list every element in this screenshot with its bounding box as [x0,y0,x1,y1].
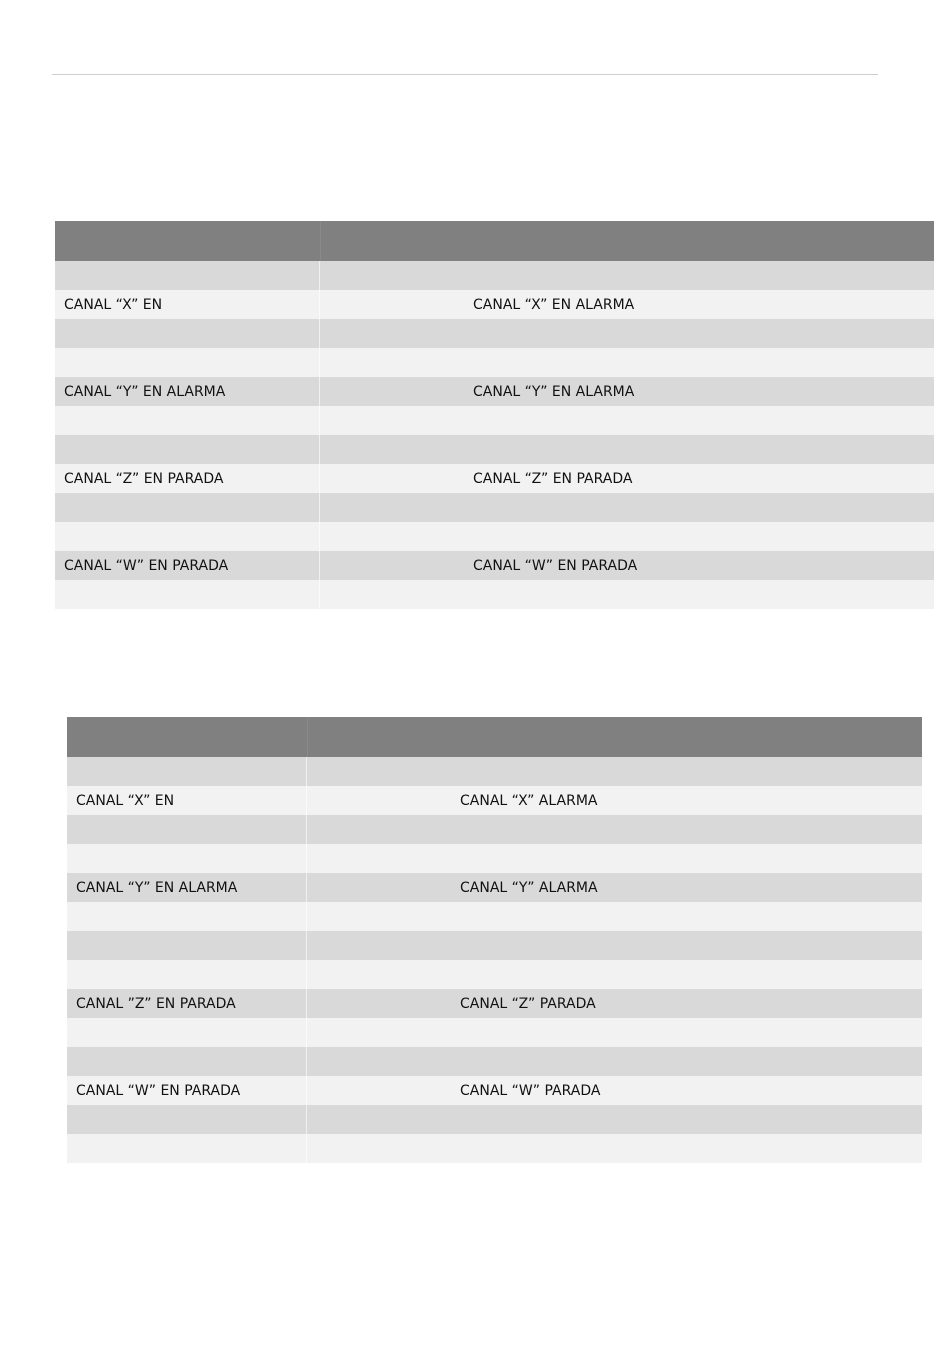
table-row [55,406,934,435]
cell-right [307,960,922,989]
table-row [67,1047,922,1076]
table-row [67,1105,922,1134]
table-row [67,1018,922,1047]
cell-left [55,406,320,435]
cell-left [67,815,307,844]
cell-right [320,406,934,435]
cell-right [320,493,934,522]
cell-left [67,902,307,931]
top-divider [52,74,878,75]
table-row [55,319,934,348]
cell-left [55,348,320,377]
cell-right: CANAL “X” EN ALARMA [473,296,635,313]
header-cell-left [67,717,308,757]
cell-right [307,1018,922,1047]
cell-left: CANAL “X” EN [67,786,307,815]
cell-right [320,522,934,551]
table-row [55,522,934,551]
table-row [67,902,922,931]
channel-table-2 [67,717,922,1163]
table-row [67,1134,922,1163]
header-cell-left [55,221,321,261]
cell-left [55,522,320,551]
cell-right [320,319,934,348]
cell-left: CANAL “W” EN PARADA [55,551,320,580]
table-row [67,960,922,989]
cell-right [320,435,934,464]
cell-right [307,902,922,931]
cell-right: CANAL “Z” PARADA [460,995,596,1012]
cell-right [320,261,934,290]
table-row [55,435,934,464]
cell-left [55,261,320,290]
cell-right [307,844,922,873]
table-row [67,844,922,873]
header-cell-right [308,717,922,757]
cell-right [307,757,922,786]
table-header [55,221,934,261]
cell-left [55,493,320,522]
table-row [55,348,934,377]
cell-left: CANAL “Z” EN PARADA [55,464,320,493]
cell-right [307,1047,922,1076]
cell-left: CANAL “W” EN PARADA [67,1076,307,1105]
table-row [55,580,934,609]
cell-right: CANAL “Z” EN PARADA [473,470,633,487]
table-row [67,757,922,786]
cell-right: CANAL “W” PARADA [460,1082,601,1099]
table-row [55,464,934,493]
table-row [55,290,934,319]
cell-left [55,319,320,348]
cell-right [320,348,934,377]
cell-right: CANAL “Y” ALARMA [460,879,598,896]
cell-right [307,1105,922,1134]
cell-left [67,1134,307,1163]
cell-left: CANAL “Y” EN ALARMA [67,873,307,902]
cell-left [67,757,307,786]
cell-left [55,580,320,609]
table-header [67,717,922,757]
cell-right [307,931,922,960]
cell-left [67,844,307,873]
cell-right [320,580,934,609]
cell-left [67,1047,307,1076]
channel-table-1 [55,221,934,609]
cell-right: CANAL “Y” EN ALARMA [473,383,635,400]
table-row [55,377,934,406]
cell-left: CANAL ”Z” EN PARADA [67,989,307,1018]
cell-left [55,435,320,464]
table-row [67,931,922,960]
table-row [55,551,934,580]
cell-left [67,931,307,960]
table-row [55,261,934,290]
cell-right: CANAL “W” EN PARADA [473,557,638,574]
table-row [67,815,922,844]
table-row [67,989,922,1018]
table-row [67,1076,922,1105]
table-row [67,873,922,902]
cell-left: CANAL “Y” EN ALARMA [55,377,320,406]
cell-right [307,1134,922,1163]
header-cell-right [321,221,934,261]
cell-right [307,815,922,844]
cell-right: CANAL “X” ALARMA [460,792,598,809]
cell-left [67,960,307,989]
table-row [55,493,934,522]
cell-left [67,1105,307,1134]
cell-left: CANAL “X” EN [55,290,320,319]
table-row [67,786,922,815]
cell-left [67,1018,307,1047]
